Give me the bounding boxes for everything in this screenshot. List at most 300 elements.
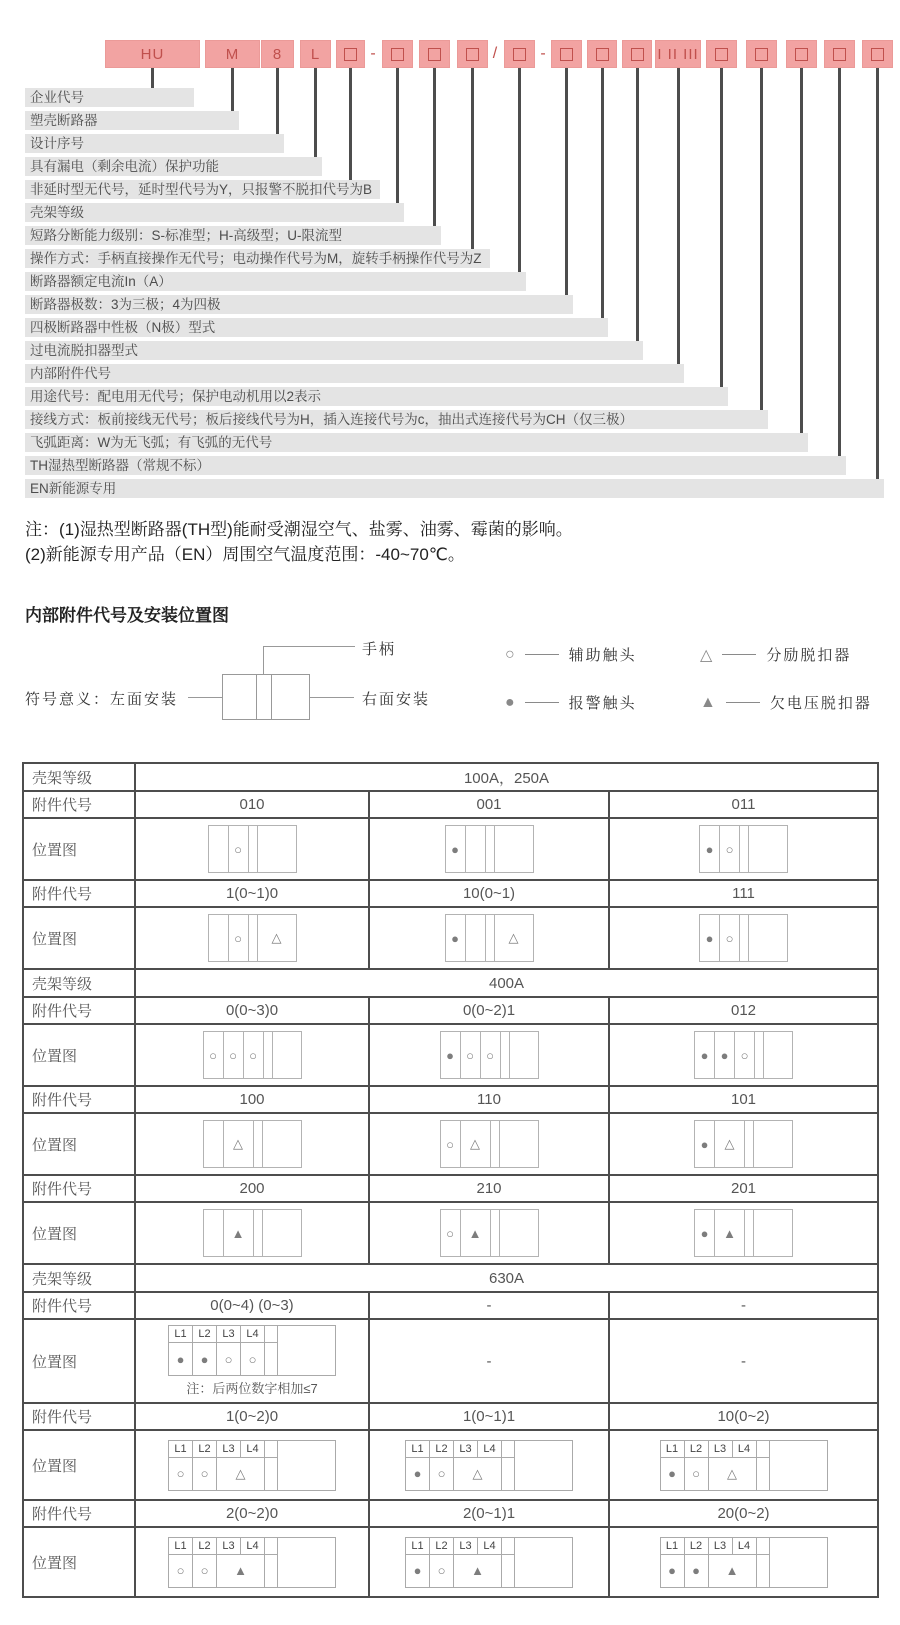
accessory-code-value: 20(0~2) xyxy=(609,1500,878,1527)
breaker-position-box xyxy=(208,825,297,873)
legend xyxy=(0,636,900,748)
breaker-position-box-labeled xyxy=(168,1440,336,1491)
position-cell xyxy=(609,1430,878,1500)
handle-slot-line-right xyxy=(271,675,272,719)
position-slot xyxy=(754,1121,792,1167)
accessory-code-row xyxy=(23,791,878,818)
breaker-outline-diagram xyxy=(222,674,310,720)
position-slot xyxy=(430,1555,454,1587)
pole-header: L4 xyxy=(241,1538,265,1555)
position-slot xyxy=(244,1032,264,1078)
position-slot xyxy=(249,915,258,961)
position-slot xyxy=(740,915,749,961)
breaker-body-area xyxy=(278,1326,335,1375)
accessory-code-label: 附件代号 xyxy=(23,1175,135,1202)
accessory-code-value: 0(0~2)1 xyxy=(369,997,609,1024)
position-slot xyxy=(510,1032,538,1078)
position-slot xyxy=(258,826,296,872)
alarm-contact-icon: ● xyxy=(413,1563,422,1578)
right-mount-line xyxy=(310,697,354,698)
position-diagram xyxy=(374,1440,604,1491)
code-separator: - xyxy=(540,45,546,62)
aux-contact-icon: ○ xyxy=(209,1047,217,1063)
placeholder-square-icon xyxy=(466,48,479,61)
handle-slot-line-left xyxy=(256,675,257,719)
code-box xyxy=(382,40,413,68)
position-slot xyxy=(486,915,495,961)
shunt-release-icon: △ xyxy=(472,1465,483,1481)
position-diagram-row xyxy=(23,818,878,880)
notes xyxy=(25,517,900,567)
accessory-code-value: 1(0~1)0 xyxy=(135,880,369,907)
position-diagram xyxy=(140,1440,364,1491)
pole-header: L1 xyxy=(406,1441,430,1458)
breaker-position-box xyxy=(699,914,788,962)
position-slot xyxy=(264,1032,273,1078)
breaker-position-box xyxy=(203,1120,302,1168)
code-box xyxy=(336,40,365,68)
accessory-code-row xyxy=(23,1500,878,1527)
accessory-code-value: 1(0~1)1 xyxy=(369,1403,609,1430)
code-drop-line xyxy=(471,68,474,252)
position-diagram xyxy=(140,1325,364,1397)
position-slot xyxy=(695,1121,715,1167)
code-drop-line xyxy=(433,68,436,229)
handle-label: 手柄 xyxy=(362,641,397,658)
accessory-code-value: 10(0~1) xyxy=(369,880,609,907)
legend-dash xyxy=(722,654,756,655)
position-slot xyxy=(193,1555,217,1587)
position-slot xyxy=(757,1458,770,1490)
position-label: 位置图 xyxy=(23,1527,135,1597)
code-box: M xyxy=(205,40,260,68)
position-diagram xyxy=(140,1120,364,1168)
code-drop-line xyxy=(565,68,568,298)
placeholder-square-icon xyxy=(344,48,357,61)
legend-item-shunt-release xyxy=(700,644,851,665)
legend-label: 分励脱扣器 xyxy=(766,647,852,664)
code-drop-line xyxy=(518,68,521,275)
code-drop-line xyxy=(231,68,234,114)
aux-contact-icon: ○ xyxy=(200,1563,209,1578)
accessory-code-value: 101 xyxy=(609,1086,878,1113)
position-slot xyxy=(204,1032,224,1078)
pole-header: L4 xyxy=(733,1441,757,1458)
position-cell xyxy=(369,907,609,969)
shell-rating-row xyxy=(23,1264,878,1292)
position-cell xyxy=(135,1024,369,1086)
shell-rating-label: 壳架等级 xyxy=(23,969,135,997)
accessory-code-value: 0(0~4) (0~3) xyxy=(135,1292,369,1319)
breaker-body-area xyxy=(770,1441,827,1490)
position-diagram-row xyxy=(23,1319,878,1403)
position-slot xyxy=(265,1458,278,1490)
position-slot xyxy=(169,1555,193,1587)
accessory-code-value: 001 xyxy=(369,791,609,818)
pole-header: L1 xyxy=(661,1538,685,1555)
code-label: 操作方式：手柄直接操作无代号；电动操作代号为M，旋转手柄操作代号为Z xyxy=(25,249,490,268)
pole-header: L2 xyxy=(193,1441,217,1458)
breaker-position-box xyxy=(445,825,534,873)
alarm-contact-icon: ● xyxy=(668,1466,676,1481)
pole-header: L3 xyxy=(709,1441,733,1458)
code-separator: - xyxy=(370,45,376,62)
code-drop-line xyxy=(838,68,841,459)
aux-contact-icon: ○ xyxy=(176,1466,185,1481)
aux-contact-icon: ○ xyxy=(725,841,734,857)
aux-contact-icon: ○ xyxy=(437,1563,446,1578)
triangle-filled-icon: ▲ xyxy=(700,693,716,711)
pole-header-spacer xyxy=(265,1538,278,1555)
accessory-code-label: 附件代号 xyxy=(23,1086,135,1113)
position-diagram xyxy=(614,1537,873,1588)
code-drop-line xyxy=(636,68,639,344)
pole-header: L2 xyxy=(685,1441,709,1458)
position-slot xyxy=(715,1032,735,1078)
position-slot xyxy=(446,826,466,872)
shell-rating-value: 100A，250A xyxy=(135,763,878,791)
position-slot xyxy=(661,1555,685,1587)
position-label: 位置图 xyxy=(23,818,135,880)
position-cell xyxy=(609,818,878,880)
code-label: 断路器极数：3为三极；4为四极 xyxy=(25,295,573,314)
alarm-contact-icon: ● xyxy=(451,841,459,857)
legend-label: 报警触头 xyxy=(568,695,637,712)
position-label: 位置图 xyxy=(23,1430,135,1500)
position-slot xyxy=(441,1032,461,1078)
pole-header: L4 xyxy=(478,1441,502,1458)
position-slot xyxy=(263,1121,301,1167)
position-slot xyxy=(229,915,249,961)
position-diagram-row xyxy=(23,1024,878,1086)
position-slot xyxy=(193,1343,217,1375)
position-cell xyxy=(135,907,369,969)
position-cell xyxy=(135,818,369,880)
position-diagram xyxy=(614,1031,873,1079)
alarm-contact-icon: ● xyxy=(176,1351,185,1367)
position-slot xyxy=(749,915,787,961)
position-cell xyxy=(135,1113,369,1175)
code-drop-line xyxy=(349,68,352,183)
position-slot xyxy=(204,1121,224,1167)
legend-item-undervoltage-release xyxy=(700,692,872,713)
position-slot xyxy=(715,1121,745,1167)
breaker-body-area xyxy=(278,1538,335,1587)
pole-header: L2 xyxy=(430,1441,454,1458)
alarm-contact-icon: ● xyxy=(705,841,714,857)
pole-header: L2 xyxy=(193,1326,217,1343)
position-diagram xyxy=(374,1120,604,1168)
shell-rating-label: 壳架等级 xyxy=(23,763,135,791)
pole-header: L3 xyxy=(454,1441,478,1458)
placeholder-square-icon xyxy=(833,48,846,61)
pole-header: L4 xyxy=(241,1441,265,1458)
accessory-code-value: - xyxy=(609,1292,878,1319)
placeholder-square-icon xyxy=(795,48,808,61)
accessory-code-row xyxy=(23,1292,878,1319)
placeholder-square-icon xyxy=(871,48,884,61)
position-slot xyxy=(254,1210,263,1256)
position-slot xyxy=(193,1458,217,1490)
breaker-position-box xyxy=(445,914,534,962)
accessory-code-label: 附件代号 xyxy=(23,997,135,1024)
pole-header: L3 xyxy=(217,1441,241,1458)
breaker-position-box xyxy=(440,1209,539,1257)
pole-header: L1 xyxy=(169,1538,193,1555)
code-box xyxy=(706,40,737,68)
position-cell xyxy=(609,1024,878,1086)
position-slot xyxy=(685,1555,709,1587)
breaker-position-box xyxy=(440,1031,539,1079)
position-slot xyxy=(229,826,249,872)
aux-contact-icon: ○ xyxy=(248,1351,257,1367)
position-slot xyxy=(502,1458,515,1490)
code-label: TH湿热型断路器（常规不标） xyxy=(25,456,846,475)
position-cell xyxy=(609,1113,878,1175)
position-slot xyxy=(481,1032,501,1078)
circle-outline-icon: ○ xyxy=(505,645,515,663)
shell-rating-value: 630A xyxy=(135,1264,878,1292)
position-cell xyxy=(369,1430,609,1500)
code-box: HU xyxy=(105,40,200,68)
accessory-code-label: 附件代号 xyxy=(23,1292,135,1319)
alarm-contact-icon: ● xyxy=(692,1563,700,1578)
position-slot xyxy=(715,1210,745,1256)
code-label: 接线方式：板前接线无代号；板后接线代号为H，插入连接代号为c，抽出式连接代号为CH（仅三极） xyxy=(25,410,768,429)
pole-header: L4 xyxy=(241,1326,265,1343)
position-slot xyxy=(700,915,720,961)
position-slot xyxy=(217,1343,241,1375)
placeholder-square-icon xyxy=(391,48,404,61)
placeholder-square-icon xyxy=(513,48,526,61)
accessory-table-body xyxy=(23,763,878,1597)
accessory-code-label: 附件代号 xyxy=(23,880,135,907)
position-cell xyxy=(609,1202,878,1264)
position-cell xyxy=(135,1527,369,1597)
code-box: 8 xyxy=(261,40,294,68)
accessory-code-label: 附件代号 xyxy=(23,1500,135,1527)
position-cell xyxy=(369,1202,609,1264)
code-drop-line xyxy=(720,68,723,390)
position-diagram xyxy=(140,1537,364,1588)
position-diagram xyxy=(374,1537,604,1588)
code-label: 非延时型无代号，延时型代号为Y，只报警不脱扣代号为B xyxy=(25,180,380,199)
code-label: 壳架等级 xyxy=(25,203,404,222)
breaker-body-area xyxy=(515,1538,572,1587)
position-diagram xyxy=(140,825,364,873)
position-slot xyxy=(224,1032,244,1078)
aux-contact-icon: ○ xyxy=(437,1466,446,1481)
code-label: 用途代号：配电用无代号；保护电动机用以2表示 xyxy=(25,387,728,406)
pole-header: L1 xyxy=(406,1538,430,1555)
aux-contact-icon: ○ xyxy=(249,1047,257,1063)
shunt-release-icon: △ xyxy=(724,1136,735,1151)
position-slot xyxy=(169,1458,193,1490)
accessory-code-row xyxy=(23,997,878,1024)
position-cell xyxy=(609,1319,878,1403)
diagram-note: 注：后两位数字相加≤7 xyxy=(186,1381,318,1396)
position-slot xyxy=(461,1210,491,1256)
position-cell xyxy=(369,1527,609,1597)
handle-riser-line xyxy=(263,646,264,674)
breaker-position-box-labeled xyxy=(168,1325,336,1376)
accessory-code-row xyxy=(23,1086,878,1113)
undervoltage-release-icon: ▲ xyxy=(723,1225,736,1241)
breaker-position-box xyxy=(694,1120,793,1168)
position-diagram xyxy=(374,1209,604,1257)
circle-filled-icon: ● xyxy=(505,693,515,711)
code-drop-line xyxy=(677,68,680,367)
breaker-position-box-labeled xyxy=(168,1537,336,1588)
position-cell xyxy=(369,818,609,880)
accessory-code-value: 111 xyxy=(609,880,878,907)
pole-header-spacer xyxy=(265,1326,278,1343)
aux-contact-icon: ○ xyxy=(446,1225,454,1241)
breaker-position-box-labeled xyxy=(405,1440,573,1491)
alarm-contact-icon: ● xyxy=(720,1047,729,1063)
pole-header: L1 xyxy=(661,1441,685,1458)
placeholder-square-icon xyxy=(631,48,644,61)
position-cell xyxy=(135,1319,369,1403)
legend-item-alarm-contact xyxy=(505,692,637,713)
right-mount-label: 右面安装 xyxy=(362,691,431,708)
placeholder-square-icon xyxy=(715,48,728,61)
breaker-body-area xyxy=(515,1441,572,1490)
aux-contact-icon: ○ xyxy=(229,1047,237,1063)
position-diagram xyxy=(140,914,364,962)
accessory-code-row xyxy=(23,1403,878,1430)
alarm-contact-icon: ● xyxy=(705,930,714,946)
position-slot xyxy=(446,915,466,961)
shell-rating-row xyxy=(23,763,878,791)
accessory-table xyxy=(22,762,879,1598)
pole-header: L3 xyxy=(217,1538,241,1555)
pole-header: L3 xyxy=(709,1538,733,1555)
code-label: 内部附件代号 xyxy=(25,364,684,383)
legend-dash xyxy=(525,654,559,655)
code-drop-line xyxy=(876,68,879,482)
position-slot xyxy=(217,1458,265,1490)
aux-contact-icon: ○ xyxy=(234,930,242,946)
position-slot xyxy=(406,1555,430,1587)
breaker-position-box xyxy=(208,914,297,962)
shunt-release-icon: △ xyxy=(235,1465,246,1481)
position-slot xyxy=(740,826,749,872)
position-cell xyxy=(609,907,878,969)
code-drop-line xyxy=(760,68,763,413)
position-diagram xyxy=(614,914,873,962)
section-title: 内部附件代号及安装位置图 xyxy=(25,606,229,625)
code-drop-line xyxy=(276,68,279,137)
position-slot xyxy=(224,1210,254,1256)
code-box xyxy=(457,40,488,68)
pole-header: L1 xyxy=(169,1441,193,1458)
accessory-code-value: - xyxy=(369,1292,609,1319)
code-label: 短路分断能力级别：S-标准型；H-高级型；U-限流型 xyxy=(25,226,441,245)
code-box: I II III xyxy=(655,40,701,68)
alarm-contact-icon: ● xyxy=(446,1047,454,1063)
pole-header-spacer xyxy=(757,1538,770,1555)
code-box xyxy=(786,40,817,68)
code-label: 四极断路器中性极（N极）型式 xyxy=(25,318,608,337)
meaning-left-mount-label: 符号意义：左面安装 xyxy=(25,691,179,708)
shunt-release-icon: △ xyxy=(727,1465,737,1481)
shunt-release-icon: △ xyxy=(233,1136,243,1151)
position-slot xyxy=(254,1121,263,1167)
position-slot xyxy=(709,1555,757,1587)
position-slot xyxy=(685,1458,709,1490)
aux-contact-icon: ○ xyxy=(234,841,242,857)
breaker-position-box xyxy=(699,825,788,873)
accessory-code-value: 2(0~1)1 xyxy=(369,1500,609,1527)
note-line-1: 注：(1)湿热型断路器(TH型)能耐受潮湿空气、盐雾、油雾、霉菌的影响。 xyxy=(25,520,573,539)
position-slot xyxy=(241,1343,265,1375)
pole-header: L4 xyxy=(478,1538,502,1555)
code-box xyxy=(824,40,855,68)
accessory-code-value: 1(0~2)0 xyxy=(135,1403,369,1430)
position-slot xyxy=(209,826,229,872)
position-slot xyxy=(461,1032,481,1078)
position-label: 位置图 xyxy=(23,1319,135,1403)
code-label: 设计序号 xyxy=(25,134,284,153)
aux-contact-icon: ○ xyxy=(692,1466,700,1481)
position-slot xyxy=(406,1458,430,1490)
shell-rating-row xyxy=(23,969,878,997)
breaker-position-box xyxy=(694,1209,793,1257)
position-slot xyxy=(454,1555,502,1587)
position-slot xyxy=(258,915,296,961)
pole-header: L3 xyxy=(217,1326,241,1343)
breaker-position-box-labeled xyxy=(405,1537,573,1588)
position-diagram xyxy=(614,825,873,873)
pole-header-spacer xyxy=(502,1538,515,1555)
placeholder-square-icon xyxy=(755,48,768,61)
placeholder-square-icon xyxy=(428,48,441,61)
alarm-contact-icon: ● xyxy=(413,1466,422,1481)
position-slot xyxy=(491,1210,500,1256)
position-slot xyxy=(466,826,486,872)
position-slot xyxy=(249,826,258,872)
shell-rating-label: 壳架等级 xyxy=(23,1264,135,1292)
position-diagram xyxy=(374,825,604,873)
legend-dash xyxy=(525,702,559,703)
shunt-release-icon: △ xyxy=(470,1136,480,1151)
breaker-position-box-labeled xyxy=(660,1440,828,1491)
position-diagram xyxy=(614,1209,873,1257)
code-box xyxy=(419,40,450,68)
breaker-body-area xyxy=(770,1538,827,1587)
code-drop-line xyxy=(601,68,604,321)
pole-header: L2 xyxy=(430,1538,454,1555)
position-slot xyxy=(764,1032,792,1078)
undervoltage-release-icon: ▲ xyxy=(231,1225,245,1241)
accessory-code-value: 201 xyxy=(609,1175,878,1202)
shunt-release-icon: △ xyxy=(508,930,519,945)
accessory-code-label: 附件代号 xyxy=(23,791,135,818)
accessory-code-value: 2(0~2)0 xyxy=(135,1500,369,1527)
pole-header: L3 xyxy=(454,1538,478,1555)
position-slot xyxy=(501,1032,510,1078)
triangle-outline-icon: △ xyxy=(700,646,713,664)
aux-contact-icon: ○ xyxy=(740,1047,749,1063)
position-diagram xyxy=(614,1120,873,1168)
position-slot xyxy=(209,915,229,961)
legend-item-aux-contact xyxy=(505,644,637,665)
aux-contact-icon: ○ xyxy=(200,1466,209,1481)
accessory-code-row xyxy=(23,1175,878,1202)
breaker-position-box xyxy=(203,1031,302,1079)
position-slot xyxy=(745,1121,754,1167)
